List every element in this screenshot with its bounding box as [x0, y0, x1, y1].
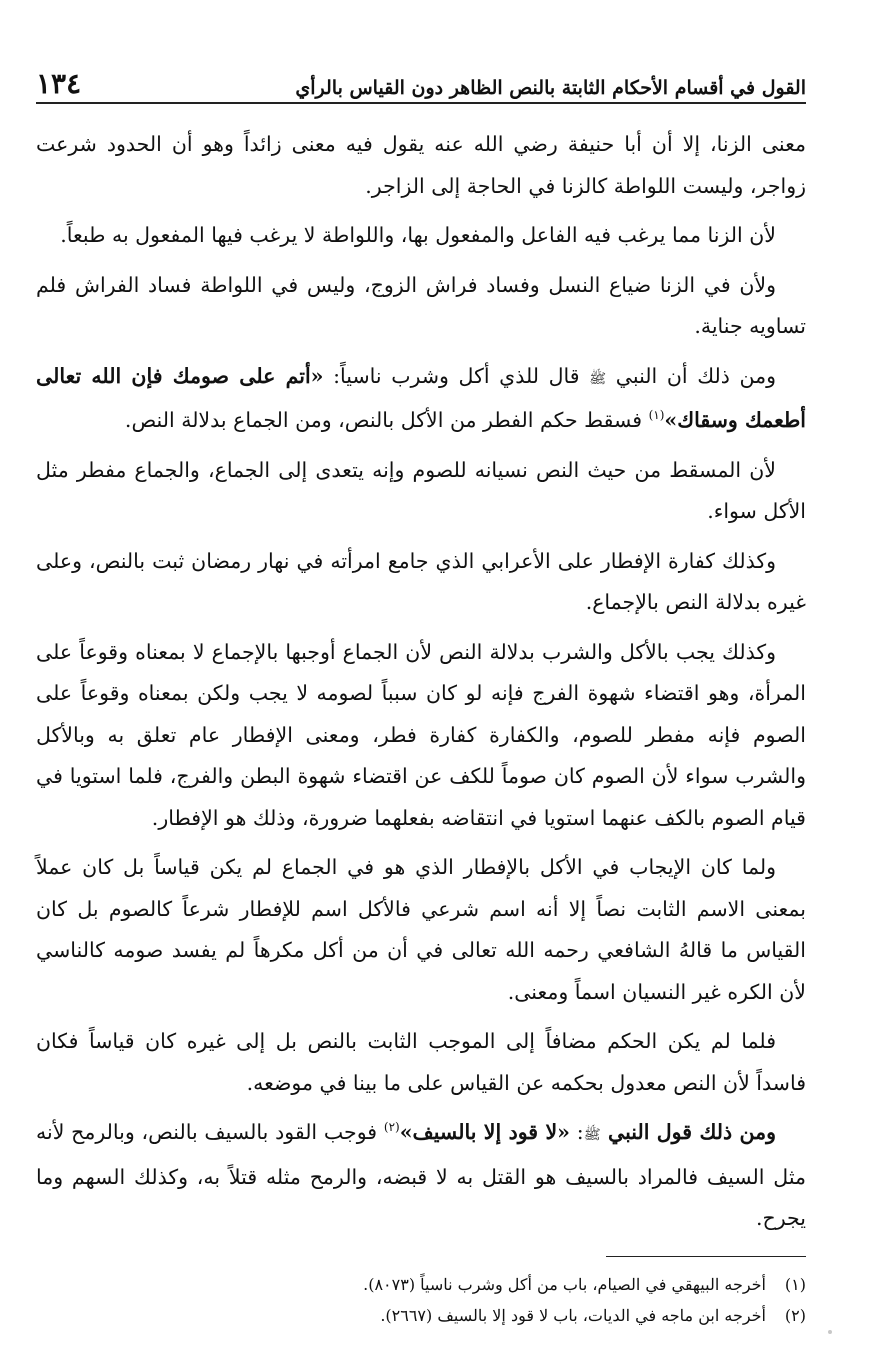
paragraph-text: معنى الزنا، إلا أن أبا حنيفة رضي الله عنه يقول فيه معنى زائداً وهو أن الحدود شرعت زواجر، وليست اللواطة كالزنا في الحاجة إلى الزاجر. [36, 132, 806, 198]
paragraph [36, 632, 806, 840]
paragraph [36, 356, 806, 442]
paragraph-text: قال للذي أكل وشرب ناسياً: [323, 363, 590, 388]
paragraph-text: وكذلك يجب بالأكل والشرب بدلالة النص لأن الجماع أوجبها بالإجماع لا بمعناه وقوعاً على المرأة، وهو اقتضاء شهوة الفرج فإنه لو كان سبباً لصومه لا يجب ولكن بمعناه وقوعاً على الصوم فإنه مفطر للصوم، والكفارة كفارة فطر، ومعنى الإفطار عام تعلق به وبالأكل والشرب سواء لأن الصوم كان صوماً للكف عن اقتضاء شهوة البطن والفرج، فلما استويا في قيام الصوم بالكف عنهما استويا في انتقاضه بفعلهما ضرورة، وذلك هو الإفطار. [36, 639, 806, 830]
running-header [36, 58, 806, 104]
footnote-number: (٢) [784, 1305, 806, 1325]
footnote-divider [606, 1256, 806, 1257]
page-number: ١٣٤ [36, 67, 82, 100]
footnote-number: (١) [784, 1274, 806, 1294]
hadith-quote: «أتم على صومك فإن الله تعالى أطعمك وسقاك» [36, 363, 806, 432]
footnotes [36, 1256, 806, 1331]
salutation-glyph: ﷺ [583, 1127, 601, 1143]
paragraph [36, 1112, 806, 1240]
paragraph [36, 124, 806, 207]
footnote-reference: (١) [648, 408, 665, 423]
hadith-quote: «لا قود إلا بالسيف» [399, 1120, 570, 1144]
paragraph [36, 541, 806, 624]
footnote [36, 1269, 806, 1300]
paragraph [36, 450, 806, 533]
paragraph-text: فسقط حكم الفطر من الأكل بالنص، ومن الجماع بدلالة النص. [124, 408, 649, 432]
hadith-quote: ومن ذلك قول النبي [600, 1120, 776, 1144]
footnote-text: أخرجه ابن ماجه في الديات، باب لا قود إلا بالسيف (٢٦٦٧). [380, 1305, 766, 1325]
paragraph-text: فوجب القود بالسيف بالنص، وبالرمح لأنه مثل السيف فالمراد بالسيف هو القتل به لا قبضه، والرمح مثله قتلاً به، وكذلك السهم وما يجرح. [36, 1120, 806, 1230]
footnote [36, 1300, 806, 1331]
paragraph-text: لأن الزنا مما يرغب فيه الفاعل والمفعول بها، واللواطة لا يرغب فيها المفعول به طبعاً. [60, 223, 776, 247]
paragraph [36, 215, 806, 257]
footnote-reference: (٢) [383, 1120, 400, 1135]
paragraph [36, 847, 806, 1013]
paragraph-text: وكذلك كفارة الإفطار على الأعرابي الذي جامع امرأته في نهار رمضان ثبت بالنص، وعلى غيره بدلالة النص بالإجماع. [36, 548, 806, 614]
paragraph-text: ولما كان الإيجاب في الأكل بالإفطار الذي هو في الجماع لم يكن قياساً بل كان عملاً بمعنى الاسم الثابت نصاً إلا أنه اسم شرعي فالأكل اسم للإفطار شرعاً كالصوم بل كان القياس ما قالهُ الشافعي رحمه الله تعالى في أن من أكل مكرهاً لم يفسد صومه كالناسي لأن الكره غير النسيان اسماً ومعنى. [36, 855, 806, 1004]
paragraph-text: لأن المسقط من حيث النص نسيانه للصوم وإنه يتعدى إلى الجماع، والجماع مفطر مثل الأكل سواء. [36, 457, 806, 523]
footnote-text: أخرجه البيهقي في الصيام، باب من أكل وشرب ناسياً (٨٠٧٣). [363, 1274, 766, 1294]
paragraph-text: : [570, 1120, 584, 1144]
paragraph [36, 265, 806, 348]
body-text [36, 124, 806, 1240]
chapter-title: القول في أقسام الأحكام الثابتة بالنص الظاهر دون القياس بالرأي [295, 77, 806, 99]
page-speck [828, 1330, 832, 1334]
book-page [36, 58, 806, 1331]
paragraph-text: ومن ذلك أن النبي [606, 363, 776, 388]
salutation-glyph: ﷺ [589, 370, 607, 387]
paragraph-text: ولأن في الزنا ضياع النسل وفساد فراش الزوج، وليس في اللواطة فساد الفراش فلم تساويه جناية. [36, 272, 806, 338]
paragraph [36, 1021, 806, 1104]
paragraph-text: فلما لم يكن الحكم مضافاً إلى الموجب الثابت بالنص بل إلى غيره كان قياساً فكان فاسداً لأن النص معدول بحكمه عن القياس على ما بينا في موضعه. [36, 1029, 806, 1095]
footnote-list [36, 1269, 806, 1331]
